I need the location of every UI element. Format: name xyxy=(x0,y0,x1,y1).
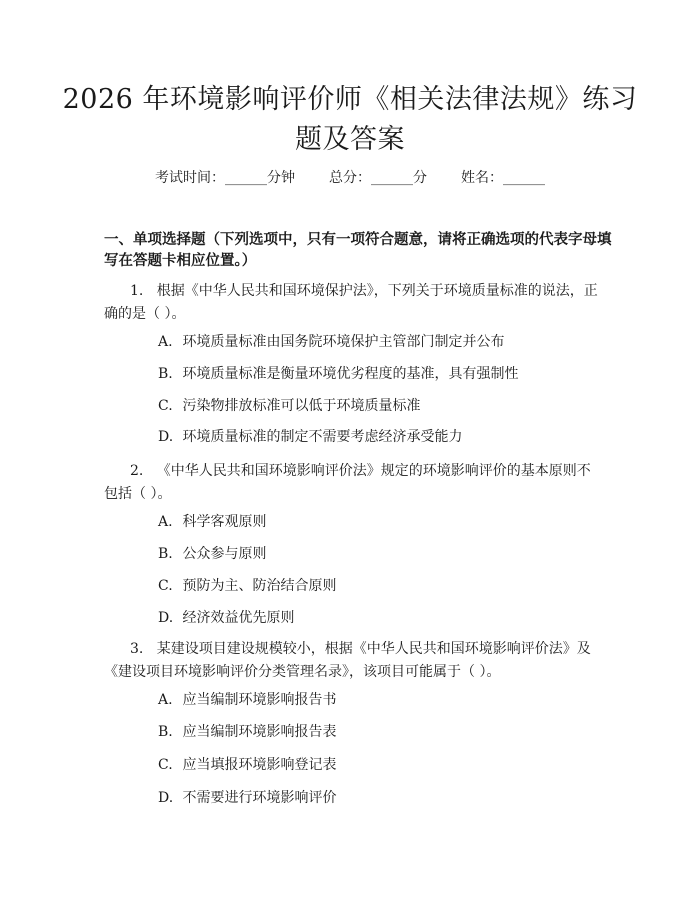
option-letter: A. xyxy=(158,514,173,530)
question-3 xyxy=(104,638,604,684)
question-1-option-a xyxy=(158,332,598,352)
option-letter: C. xyxy=(158,398,173,414)
question-stem: 根据《中华人民共和国环境保护法》，下列关于环境质量标准的说法，正确的是（ ）。 xyxy=(104,283,598,322)
option-text: 科学客观原则 xyxy=(182,514,267,530)
option-letter: C. xyxy=(158,757,173,773)
exam-time-label: 考试时间：______分钟 xyxy=(155,170,295,186)
option-text: 环境质量标准由国务院环境保护主管部门制定并公布 xyxy=(182,334,505,350)
option-text: 环境质量标准的制定不需要考虑经济承受能力 xyxy=(182,429,463,445)
option-letter: D. xyxy=(158,610,174,626)
question-number: 3. xyxy=(130,641,144,657)
option-text: 环境质量标准是衡量环境优劣程度的基准，具有强制性 xyxy=(182,366,519,382)
option-letter: B. xyxy=(158,724,173,740)
question-number: 1. xyxy=(130,283,144,299)
option-letter: C. xyxy=(158,578,173,594)
question-3-option-d xyxy=(158,788,598,808)
option-letter: A. xyxy=(158,692,173,708)
section-heading: 一、单项选择题（下列选项中，只有一项符合题意，请将正确选项的代表字母填写在答题卡相应位置。） xyxy=(104,232,612,269)
question-stem: 《中华人民共和国环境影响评价法》规定的环境影响评价的基本原则不包括（ ）。 xyxy=(104,463,591,502)
question-2 xyxy=(104,460,604,506)
option-text: 预防为主、防治结合原则 xyxy=(182,578,337,594)
option-text: 经济效益优先原则 xyxy=(182,610,295,626)
question-1 xyxy=(104,280,604,326)
option-text: 应当编制环境影响报告表 xyxy=(182,724,337,740)
question-1-option-d xyxy=(158,427,598,447)
document-title: 2026 年环境影响评价师《相关法律法规》练习题及答案 xyxy=(62,84,638,155)
option-letter: D. xyxy=(158,429,174,445)
question-2-option-c xyxy=(158,576,598,596)
total-score-label: 总分：______分 xyxy=(329,170,427,186)
question-1-option-b xyxy=(158,364,598,384)
option-text: 污染物排放标准可以低于环境质量标准 xyxy=(182,398,421,414)
option-text: 应当编制环境影响报告书 xyxy=(182,692,337,708)
question-2-option-d xyxy=(158,608,598,628)
question-3-option-c xyxy=(158,755,598,775)
question-1-option-c xyxy=(158,396,598,416)
option-letter: B. xyxy=(158,366,173,382)
question-3-option-b xyxy=(158,722,598,742)
exam-meta xyxy=(0,168,700,188)
name-label: 姓名：______ xyxy=(461,170,545,186)
option-text: 不需要进行环境影响评价 xyxy=(182,790,337,806)
question-stem: 某建设项目建设规模较小，根据《中华人民共和国环境影响评价法》及《建设项目环境影响评价分类管理名录》，该项目可能属于（ ）。 xyxy=(104,641,591,680)
option-letter: B. xyxy=(158,546,173,562)
option-text: 应当填报环境影响登记表 xyxy=(182,757,337,773)
option-letter: D. xyxy=(158,790,174,806)
option-text: 公众参与原则 xyxy=(182,546,267,562)
option-letter: A. xyxy=(158,334,173,350)
question-2-option-b xyxy=(158,544,598,564)
question-number: 2. xyxy=(130,463,144,479)
question-2-option-a xyxy=(158,512,598,532)
question-3-option-a xyxy=(158,690,598,710)
